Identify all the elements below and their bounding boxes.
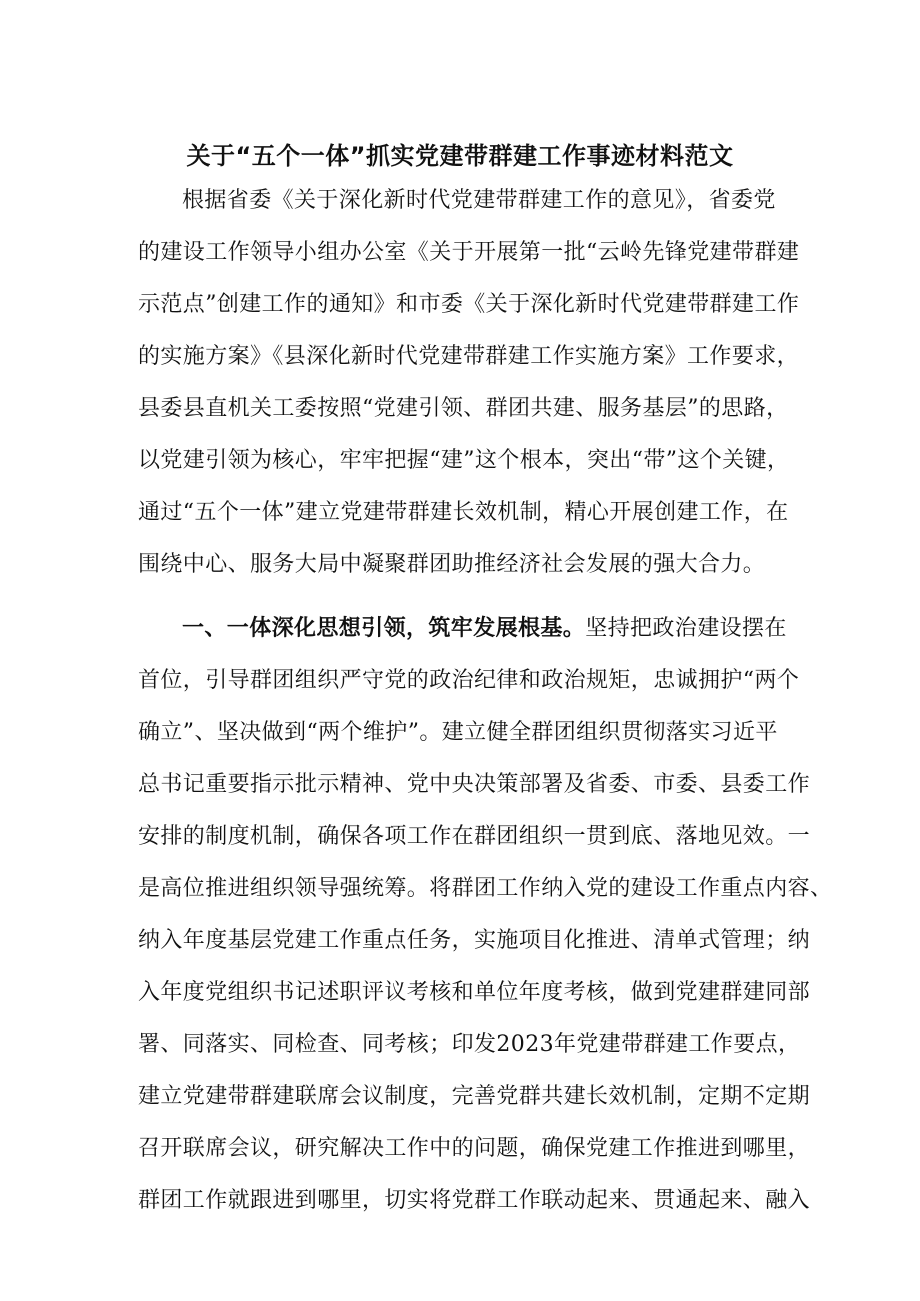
- paragraph-line: 总书记重要指示批示精神、党中央决策部署及省委、市委、县委工作: [138, 772, 811, 797]
- paragraph-line: 纳入年度基层党建工作重点任务，实施项目化推进、清单式管理；纳: [138, 928, 811, 953]
- paragraph-line: 县委县直机关工委按照“党建引领、群团共建、服务基层”的思路，: [138, 396, 789, 421]
- paragraph-line: 是高位推进组织领导强统筹。将群团工作纳入党的建设工作重点内容、: [138, 876, 833, 901]
- paragraph-line: 的实施方案》《县深化新时代党建带群建工作实施方案》工作要求，: [138, 344, 800, 369]
- paragraph-line: 安排的制度机制，确保各项工作在群团组织一贯到底、落地见效。一: [138, 824, 811, 849]
- paragraph-line: 通过“五个一体”建立党建带群建长效机制，精心开展创建工作，在: [138, 500, 789, 525]
- paragraph-line: 入年度党组织书记述职评议考核和单位年度考核，做到党建群建同部: [138, 980, 811, 1005]
- paragraph-line: 召开联席会议，研究解决工作中的问题，确保党建工作推进到哪里，: [138, 1136, 811, 1161]
- paragraph-line: 示范点”创建工作的通知》和市委《关于深化新时代党建带群建工作: [138, 292, 800, 317]
- paragraph-line: 群团工作就跟进到哪里，切实将党群工作联动起来、贯通起来、融入: [138, 1188, 811, 1213]
- paragraph-line: 以党建引领为核心，牢牢把握“建”这个根本，突出“带”这个关键，: [138, 448, 790, 473]
- section-heading: 一、一体深化思想引领，筑牢发展根基。: [182, 616, 586, 641]
- paragraph-line: 署、同落实、同检查、同考核；印发2023年党建带群建工作要点，: [138, 1032, 801, 1057]
- paragraph-line: 确立”、坚决做到“两个维护”。建立健全群团组织贯彻落实习近平: [138, 720, 778, 745]
- paragraph-line: 建立党建带群建联席会议制度，完善党群共建长效机制，定期不定期: [138, 1084, 811, 1109]
- document-title: 关于“五个一体”抓实党建带群建工作事迹材料范文: [186, 142, 734, 170]
- paragraph-line: 首位，引导群团组织严守党的政治纪律和政治规矩，忠诚拥护“两个: [138, 668, 800, 693]
- section-heading-line: [182, 614, 787, 644]
- paragraph-line: 的建设工作领导小组办公室《关于开展第一批“云岭先锋党建带群建: [138, 240, 800, 265]
- paragraph-line: 根据省委《关于深化新时代党建带群建工作的意见》，省委党: [182, 188, 776, 213]
- paragraph-line: 围绕中心、服务大局中凝聚群团助推经济社会发展的强大合力。: [138, 552, 766, 577]
- section-heading-continuation: 坚持把政治建设摆在: [585, 616, 787, 641]
